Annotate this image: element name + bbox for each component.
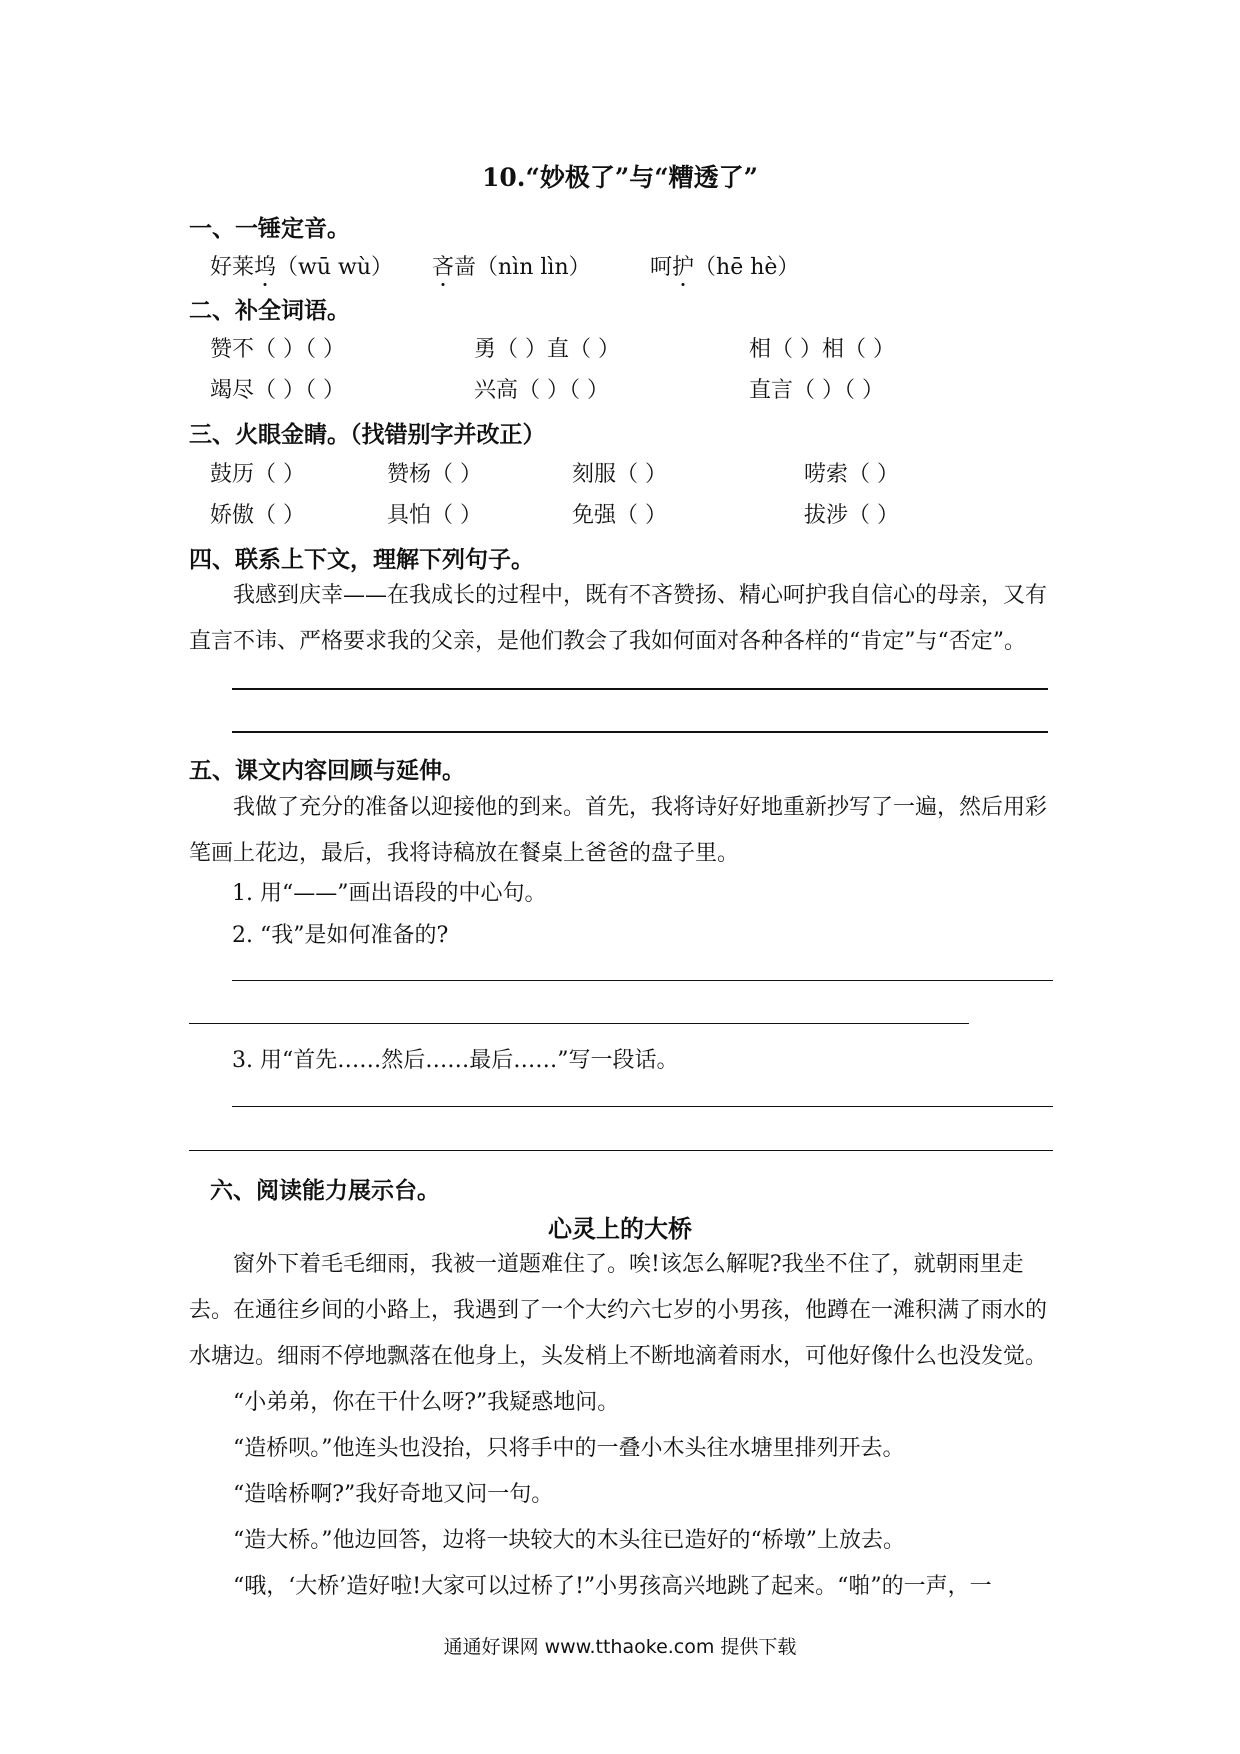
- question-2: 2. “我”是如何准备的?: [232, 923, 449, 948]
- answer-line: [232, 688, 1048, 690]
- story-paragraph: “小弟弟，你在干什么呀?”我疑惑地问。: [233, 1390, 620, 1415]
- story-paragraph: “造桥呗。”他连头也没抬，只将手中的一叠小木头往水塘里排列开去。: [233, 1436, 905, 1461]
- typo-item: 鼓历（ ）: [210, 462, 305, 487]
- section-5-heading: 五、课文内容回顾与延伸。: [189, 757, 465, 784]
- typo-item: 唠索（ ）: [804, 462, 899, 487]
- fill-word: 勇（ ）直（ ）: [474, 337, 620, 362]
- answer-line: [189, 1023, 969, 1024]
- page-title: 10.“妙极了”与“糟透了”: [481, 163, 758, 192]
- pinyin-item-1: 好莱坞（wū wù）: [210, 255, 394, 280]
- answer-line: [232, 731, 1048, 733]
- answer-line: [189, 1150, 1053, 1151]
- section-1-heading: 一、一锤定音。: [189, 215, 350, 242]
- typo-item: 刻服（ ）: [572, 462, 667, 487]
- fill-word: 赞不（ ）（ ）: [210, 337, 345, 362]
- page-footer: 通通好课网 www.tthaoke.com 提供下载: [443, 1636, 797, 1658]
- pinyin-item-2: 吝啬（nìn lìn）: [432, 255, 591, 280]
- typo-item: 赞杨（ ）: [387, 462, 482, 487]
- fill-word: 兴高（ ）（ ）: [474, 378, 609, 403]
- section-4-quote: 我感到庆幸——在我成长的过程中，既有不吝赞扬、精心呵护我自信心的母亲，又有直言不讳、严格要求我的父亲，是他们教会了我如何面对各种各样的“肯定”与“否定”。: [189, 583, 1048, 654]
- section-6-heading: 六、阅读能力展示台。: [210, 1177, 440, 1204]
- section-3-heading: 三、火眼金睛。（找错别字并改正）: [189, 421, 546, 448]
- section-5-passage: 我做了充分的准备以迎接他的到来。首先，我将诗好好地重新抄写了一遍，然后用彩笔画上花边，最后，我将诗稿放在餐桌上爸爸的盘子里。: [189, 795, 1048, 866]
- section-4-heading: 四、联系上下文，理解下列句子。: [189, 546, 534, 573]
- story-paragraph: 窗外下着毛毛细雨，我被一道题难住了。唉!该怎么解呢?我坐不住了，就朝雨里走去。: [189, 1252, 1024, 1323]
- typo-item: 免强（ ）: [572, 503, 667, 528]
- question-3: 3. 用“首先……然后……最后……”写一段话。: [232, 1048, 679, 1073]
- story-title: 心灵上的大桥: [548, 1215, 692, 1243]
- question-1: 1. 用“——”画出语段的中心句。: [232, 881, 547, 906]
- answer-line: [232, 980, 1053, 981]
- story-paragraph: “造啥桥啊?”我好奇地又问一句。: [233, 1482, 554, 1507]
- fill-word: 直言（ ）（ ）: [749, 378, 884, 403]
- section-2-heading: 二、补全词语。: [189, 297, 350, 324]
- fill-word: 竭尽（ ）（ ）: [210, 378, 345, 403]
- story-paragraph: “造大桥。”他边回答，边将一块较大的木头往已造好的“桥墩”上放去。: [233, 1528, 905, 1553]
- story-paragraph: 在通往乡间的小路上，我遇到了一个大约六七岁的小男孩，他蹲在一滩积满了雨水的水塘边。细雨不停地飘落在他身上，头发梢上不断地滴着雨水，可他好像什么也没发觉。: [189, 1298, 1048, 1369]
- fill-word: 相（ ）相（ ）: [749, 337, 895, 362]
- typo-item: 娇傲（ ）: [210, 503, 305, 528]
- typo-item: 拔涉（ ）: [804, 503, 899, 528]
- pinyin-item-3: 呵护（hē hè）: [650, 255, 800, 280]
- typo-item: 具怕（ ）: [387, 503, 482, 528]
- story-paragraph: “哦，‘大桥’造好啦!大家可以过桥了!”小男孩高兴地跳了起来。“啪”的一声，一: [233, 1574, 992, 1599]
- answer-line: [232, 1106, 1053, 1107]
